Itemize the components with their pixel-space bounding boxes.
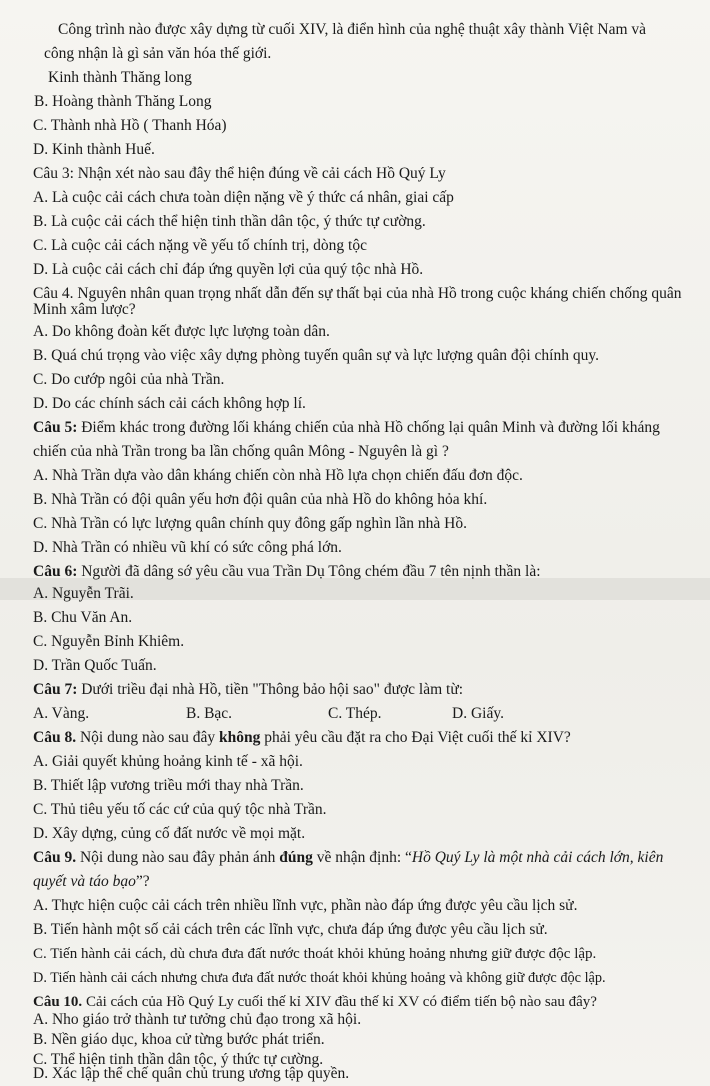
question-2-option-d: D. Kinh thành Huế.	[33, 141, 155, 158]
question-3-option-d: D. Là cuộc cải cách chỉ đáp ứng quyền lợi của quý tộc nhà Hồ.	[33, 261, 424, 278]
question-5-label: Câu 5:	[33, 419, 78, 436]
question-4-line-2: Minh xâm lược?	[33, 301, 136, 318]
question-2-option-c: C. Thành nhà Hồ ( Thanh Hóa)	[33, 117, 227, 134]
question-4-option-b: B. Quá chú trọng vào việc xây dựng phòng tuyến quân sự và lực lượng quân đội chính quy.	[33, 347, 599, 364]
question-8-option-d: D. Xây dựng, củng cố đất nước về mọi mặt.	[33, 825, 306, 842]
question-10-text: Cải cách của Hồ Quý Ly cuối thế kỉ XIV đầu thế kỉ XV có điểm tiến bộ nào sau đây?	[82, 994, 597, 1010]
question-10-option-d: D. Xác lập thể chế quân chủ trung ương tập quyền.	[33, 1065, 350, 1082]
question-2-option-b: B. Hoàng thành Thăng Long	[34, 93, 212, 110]
question-7-option-a: A. Vàng.	[33, 705, 90, 722]
question-9-line-1	[33, 848, 663, 868]
question-7-option-b: B. Bạc.	[186, 705, 233, 722]
question-9-text-3: ”?	[135, 873, 150, 890]
question-7-line	[33, 680, 463, 700]
question-8-emphasis: không	[219, 729, 261, 746]
question-6-option-c: C. Nguyễn Bỉnh Khiêm.	[33, 633, 185, 650]
question-8-line	[33, 728, 571, 748]
question-10-label: Câu 10.	[33, 994, 83, 1010]
question-9-text-2: về nhận định: “	[312, 849, 412, 866]
question-4-option-d: D. Do các chính sách cải cách không hợp lí.	[33, 395, 306, 412]
question-9-line-2	[33, 872, 150, 892]
question-5-line-2: chiến của nhà Trần trong ba lần chống quân Mông - Nguyên là gì ?	[33, 443, 449, 460]
question-5-option-d: D. Nhà Trần có nhiều vũ khí có sức công phá lớn.	[33, 539, 342, 556]
question-4-option-c: C. Do cướp ngôi của nhà Trần.	[33, 371, 225, 388]
question-6-option-d: D. Trần Quốc Tuấn.	[33, 657, 157, 674]
question-9-label: Câu 9.	[33, 849, 77, 866]
question-6-option-a: A. Nguyễn Trãi.	[33, 585, 134, 602]
question-8-option-a: A. Giải quyết khủng hoảng kinh tế - xã hội.	[33, 753, 303, 770]
question-8-text-1: Nội dung nào sau đây	[76, 729, 219, 746]
question-5-option-b: B. Nhà Trần có đội quân yếu hơn đội quân của nhà Hồ do không hỏa khí.	[33, 491, 488, 508]
question-9-option-a: A. Thực hiện cuộc cải cách trên nhiều lĩnh vực, phần nào đáp ứng được yêu cầu lịch sử.	[33, 897, 578, 914]
question-2-line-1: Công trình nào được xây dựng từ cuối XIV, là điển hình của nghệ thuật xây thành Việt Nam và	[58, 21, 647, 38]
question-7-label: Câu 7:	[33, 681, 78, 698]
question-6-line	[33, 562, 541, 582]
question-4-line-1: Câu 4. Nguyên nhân quan trọng nhất dẫn đến sự thất bại của nhà Hồ trong cuộc kháng chiến chống quân	[33, 285, 682, 302]
question-10-option-a: A. Nho giáo trở thành tư tưởng chủ đạo trong xã hội.	[33, 1011, 362, 1028]
question-9-quote-2: quyết và táo bạo	[33, 873, 136, 890]
question-3-option-b: B. Là cuộc cải cách thể hiện tinh thần dân tộc, ý thức tự cường.	[33, 213, 426, 230]
question-2-option-a: Kinh thành Thăng long	[48, 69, 192, 86]
question-8-option-b: B. Thiết lập vương triều mới thay nhà Trần.	[33, 777, 304, 794]
question-6-option-b: B. Chu Văn An.	[33, 609, 133, 626]
question-7-option-d: D. Giấy.	[452, 705, 504, 722]
question-6-text: Người đã dâng sớ yêu cầu vua Trần Dụ Tông chém đầu 7 tên nịnh thần là:	[77, 563, 541, 580]
question-6-label: Câu 6:	[33, 563, 78, 580]
question-5-option-c: C. Nhà Trần có lực lượng quân chính quy đông gấp nghìn lần nhà Hồ.	[33, 515, 467, 532]
question-10-option-c: C. Thể hiện tinh thần dân tộc, ý thức tự cường.	[33, 1051, 324, 1068]
question-9-option-b: B. Tiến hành một số cải cách trên các lĩnh vực, chưa đáp ứng được yêu cầu lịch sử.	[33, 921, 548, 938]
question-5-line-1	[33, 418, 660, 438]
question-9-option-c: C. Tiến hành cải cách, dù chưa đưa đất nước thoát khỏi khủng hoảng nhưng giữ được độc lập.	[33, 946, 597, 962]
question-3-option-c: C. Là cuộc cải cách nặng về yếu tố chính trị, dòng tộc	[33, 237, 367, 254]
question-3-title: Câu 3: Nhận xét nào sau đây thể hiện đúng về cải cách Hồ Quý Ly	[33, 165, 446, 182]
question-9-option-d: D. Tiến hành cải cách nhưng chưa đưa đất nước thoát khỏi khủng hoảng và không giữ được độc lập.	[33, 970, 606, 986]
question-10-option-b: B. Nền giáo dục, khoa cử từng bước phát triển.	[33, 1031, 325, 1048]
question-2-line-2: công nhận là gì sản văn hóa thế giới.	[44, 45, 272, 62]
question-10-line	[33, 992, 597, 1012]
question-9-quote-1: Hồ Quý Ly là một nhà cải cách lớn, kiên	[411, 849, 664, 866]
question-5-text-1: Điểm khác trong đường lối kháng chiến của nhà Hồ chống lại quân Minh và đường lối kháng	[77, 419, 660, 436]
question-5-option-a: A. Nhà Trần dựa vào dân kháng chiến còn nhà Hồ lựa chọn chiến đấu đơn độc.	[33, 467, 523, 484]
question-3-option-a: A. Là cuộc cải cách chưa toàn diện nặng về ý thức cá nhân, giai cấp	[33, 189, 454, 206]
question-8-label: Câu 8.	[33, 729, 77, 746]
question-9-emphasis: đúng	[279, 849, 313, 866]
question-7-option-c: C. Thép.	[328, 705, 382, 722]
question-8-option-c: C. Thủ tiêu yếu tố các cứ của quý tộc nhà Trần.	[33, 801, 327, 818]
question-9-text-1: Nội dung nào sau đây phản ánh	[76, 849, 280, 866]
question-8-text-2: phải yêu cầu đặt ra cho Đại Việt cuối thế kỉ XIV?	[260, 729, 571, 746]
question-4-option-a: A. Do không đoàn kết được lực lượng toàn dân.	[33, 323, 330, 340]
question-7-text: Dưới triều đại nhà Hồ, tiền "Thông bảo hội sao" được làm từ:	[77, 681, 464, 698]
